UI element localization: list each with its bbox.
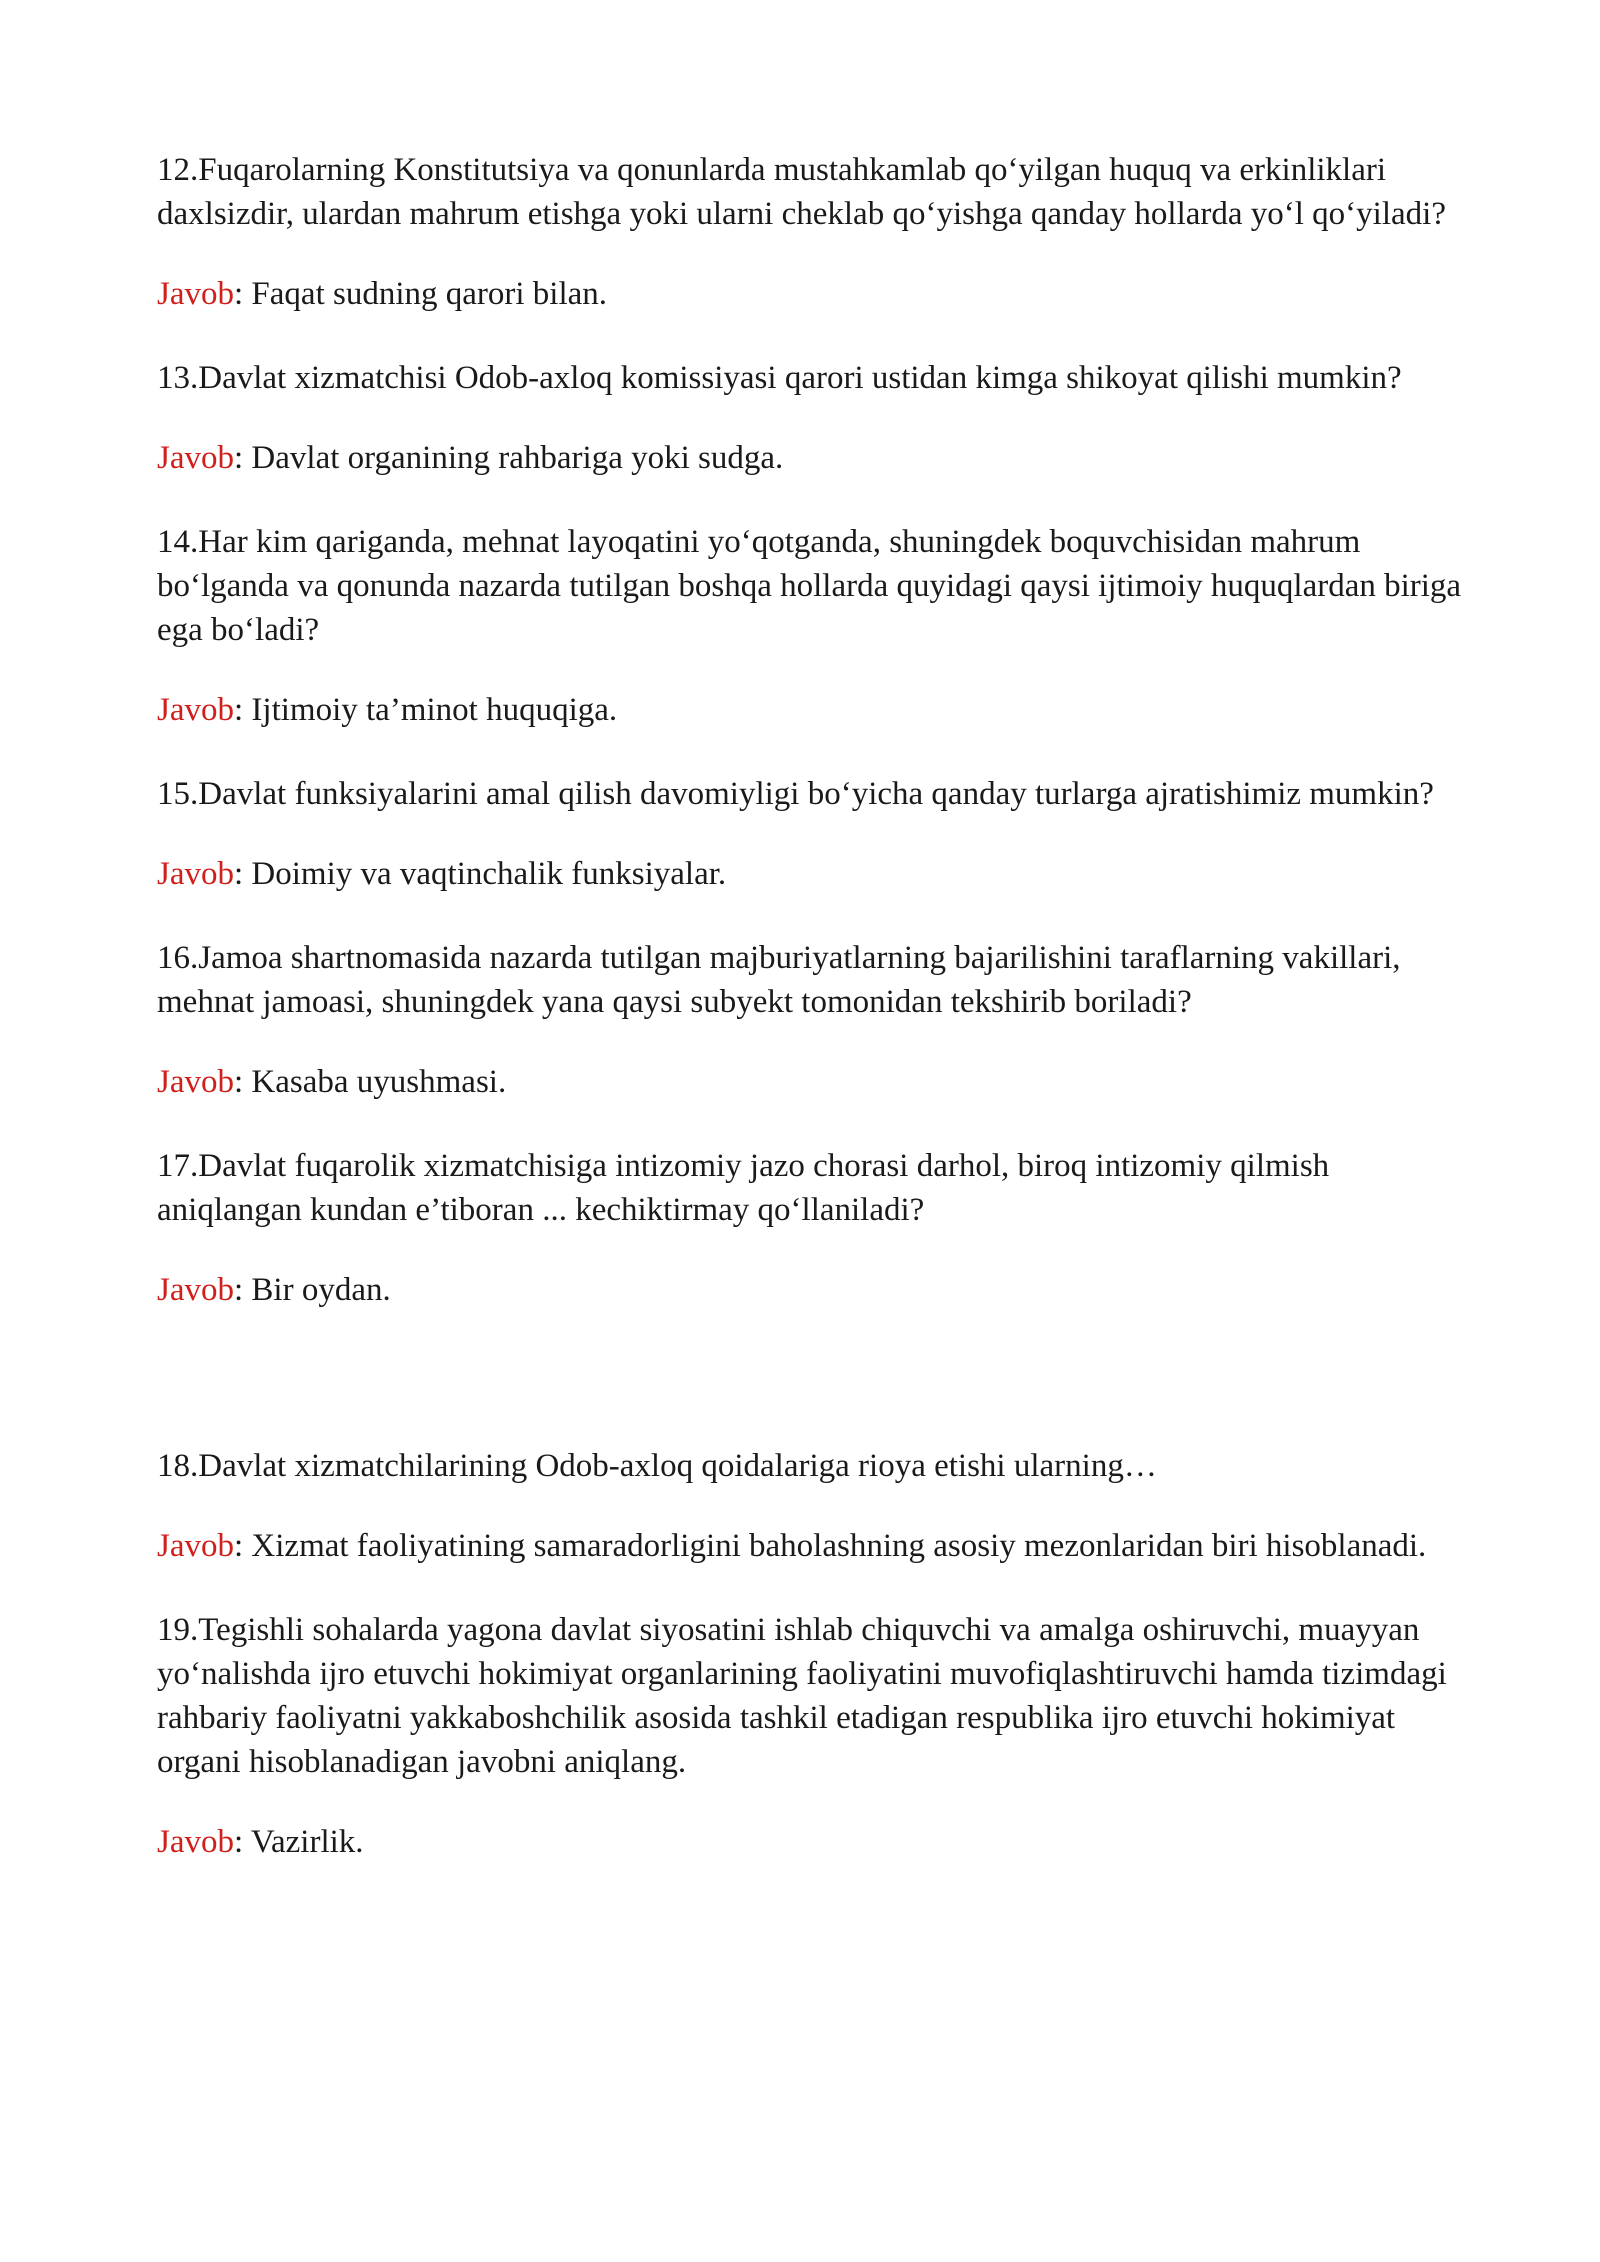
answer-text: Doimiy va vaqtinchalik funksiyalar. xyxy=(251,856,727,892)
answer-12: Javob: Faqat sudning qarori bilan. xyxy=(157,276,608,312)
answer-label: Javob xyxy=(157,1272,234,1308)
answer-text: Xizmat faoliyatining samaradorligini baholashning asosiy mezonlaridan biri hisoblanadi. xyxy=(251,1528,1427,1564)
question-13: 13.Davlat xizmatchisi Odob-axloq komissiyasi qarori ustidan kimga shikoyat qilishi mumkin? xyxy=(157,360,1402,396)
qa-item-17 xyxy=(157,1144,1497,1312)
answer-label: Javob xyxy=(157,440,234,476)
answer-text: Ijtimoiy ta’minot huquqiga. xyxy=(251,692,618,728)
answer-16: Javob: Kasaba uyushmasi. xyxy=(157,1064,507,1100)
question-19: 19.Tegishli sohalarda yagona davlat siyosatini ishlab chiquvchi va amalga oshiruvchi, muayyan yo‘nalishda ijro etuvchi hokimiyat organlarining faoliyatini muvofiqlashtiruvchi hamda tizimdagi rahbariy faoliyatni yakkaboshchilik asosida tashkil etadigan respublika ijro etuvchi hokimiyat organi hisoblanadigan javobni aniqlang. xyxy=(157,1612,1447,1780)
question-15: 15.Davlat funksiyalarini amal qilish davomiyligi bo‘yicha qanday turlarga ajratishimiz mumkin? xyxy=(157,776,1434,812)
qa-item-13 xyxy=(157,356,1497,480)
answer-15: Javob: Doimiy va vaqtinchalik funksiyalar. xyxy=(157,856,727,892)
answer-label: Javob xyxy=(157,1824,234,1860)
document-page xyxy=(157,148,1497,1904)
answer-label: Javob xyxy=(157,692,234,728)
qa-item-15 xyxy=(157,772,1497,896)
answer-label: Javob xyxy=(157,1064,234,1100)
spacer xyxy=(157,1352,1497,1444)
question-17: 17.Davlat fuqarolik xizmatchisiga intizomiy jazo chorasi darhol, biroq intizomiy qilmish aniqlangan kundan e’tiboran ... kechiktirmay qo‘llaniladi? xyxy=(157,1148,1330,1228)
answer-text: Faqat sudning qarori bilan. xyxy=(251,276,608,312)
answer-13: Javob: Davlat organining rahbariga yoki sudga. xyxy=(157,440,784,476)
answer-text: Vazirlik. xyxy=(250,1824,364,1860)
answer-19: Javob: Vazirlik. xyxy=(157,1824,364,1860)
answer-label: Javob xyxy=(157,1528,234,1564)
question-12: 12.Fuqarolarning Konstitutsiya va qonunlarda mustahkamlab qo‘yilgan huquq va erkinliklari daxlsizdir, ulardan mahrum etishga yoki ularni cheklab qo‘yishga qanday hollarda yo‘l qo‘yiladi? xyxy=(157,152,1446,232)
answer-17: Javob: Bir oydan. xyxy=(157,1272,391,1308)
qa-item-16 xyxy=(157,936,1497,1104)
qa-item-12 xyxy=(157,148,1497,316)
answer-text: Kasaba uyushmasi. xyxy=(251,1064,507,1100)
question-16: 16.Jamoa shartnomasida nazarda tutilgan majburiyatlarning bajarilishini taraflarning vakillari, mehnat jamoasi, shuningdek yana qaysi subyekt tomonidan tekshirib boriladi? xyxy=(157,940,1401,1020)
answer-18: Javob: Xizmat faoliyatining samaradorligini baholashning asosiy mezonlaridan biri hisoblanadi. xyxy=(157,1528,1427,1564)
qa-item-18 xyxy=(157,1444,1497,1568)
question-14: 14.Har kim qariganda, mehnat layoqatini yo‘qotganda, shuningdek boquvchisidan mahrum bo‘lganda va qonunda nazarda tutilgan boshqa hollarda quyidagi qaysi ijtimoiy huquqlardan biriga ega bo‘ladi? xyxy=(157,524,1462,648)
answer-text: Bir oydan. xyxy=(251,1272,391,1308)
question-18: 18.Davlat xizmatchilarining Odob-axloq qoidalariga rioya etishi ularning… xyxy=(157,1448,1157,1484)
answer-text: Davlat organining rahbariga yoki sudga. xyxy=(251,440,784,476)
answer-label: Javob xyxy=(157,276,234,312)
answer-14: Javob: Ijtimoiy ta’minot huquqiga. xyxy=(157,692,618,728)
qa-item-14 xyxy=(157,520,1497,732)
qa-item-19 xyxy=(157,1608,1497,1864)
answer-label: Javob xyxy=(157,856,234,892)
